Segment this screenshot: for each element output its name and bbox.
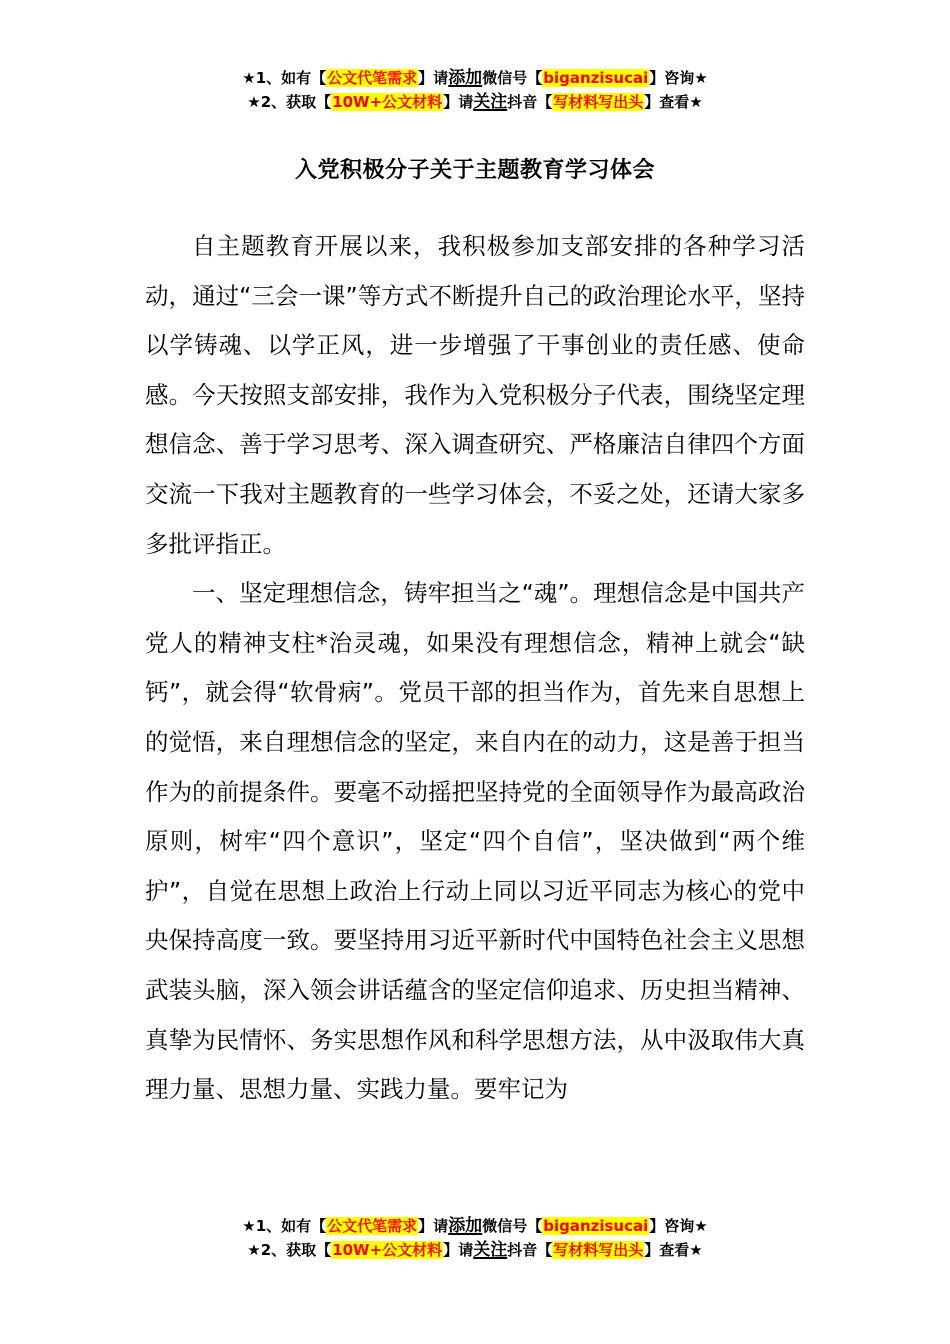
document-body bbox=[145, 222, 805, 1115]
banner-highlight: 公文代笔需求 bbox=[327, 69, 418, 87]
banner-text: 微信号【 bbox=[482, 1217, 543, 1235]
banner-line-2 bbox=[0, 90, 950, 114]
banner-highlight: 10W+公文材料 bbox=[332, 93, 443, 111]
banner-emphasis: 关注 bbox=[473, 1240, 508, 1260]
banner-highlight: 写材料写出头 bbox=[553, 93, 644, 111]
document-title: 入党积极分子关于主题教育学习体会 bbox=[294, 158, 655, 183]
banner-text: 抖音【 bbox=[507, 93, 553, 111]
banner-text: ★1、如有【 bbox=[242, 1217, 327, 1235]
banner-text: 】请 bbox=[418, 69, 449, 87]
banner-emphasis: 添加 bbox=[448, 1216, 483, 1236]
banner-text: 】咨询★ bbox=[649, 69, 708, 87]
banner-emphasis: 添加 bbox=[448, 68, 483, 88]
banner-text: ★2、获取【 bbox=[247, 1241, 332, 1259]
banner-line-2 bbox=[0, 1238, 950, 1262]
banner-text: 】咨询★ bbox=[649, 1217, 708, 1235]
banner-highlight: biganzisucai bbox=[543, 69, 649, 87]
banner-text: 】查看★ bbox=[644, 93, 703, 111]
banner-highlight: 10W+公文材料 bbox=[332, 1241, 443, 1259]
banner-highlight: 写材料写出头 bbox=[553, 1241, 644, 1259]
header-banner bbox=[0, 66, 950, 114]
paragraph: 一、坚定理想信念，铸牢担当之“魂”。理想信念是中国共产党人的精神支柱*治灵魂，如果没有理想信念，精神上就会“缺钙”，就会得“软骨病”。党员干部的担当作为，首先来自思想上的觉悟，来自理想信念的坚定，来自内在的动力，这是善于担当作为的前提条件。要毫不动摇把坚持党的全面领导作为最高政治原则，树牢“四个意识”，坚定“四个自信”，坚决做到“两个维护”，自觉在思想上政治上行动上同以习近平同志为核心的党中央保持高度一致。要坚持用习近平新时代中国特色社会主义思想武装头脑，深入领会讲话蕴含的坚定信仰追求、历史担当精神、真挚为民情怀、务实思想作风和科学思想方法，从中汲取伟大真理力量、思想力量、实践力量。要牢记为 bbox=[145, 579, 805, 1104]
banner-text: ★1、如有【 bbox=[242, 69, 327, 87]
banner-highlight: 公文代笔需求 bbox=[327, 1217, 418, 1235]
banner-line-1 bbox=[0, 1214, 950, 1238]
banner-text: ★2、获取【 bbox=[247, 93, 332, 111]
banner-line-1 bbox=[0, 66, 950, 90]
banner-text: 微信号【 bbox=[482, 69, 543, 87]
footer-banner bbox=[0, 1214, 950, 1262]
banner-emphasis: 关注 bbox=[473, 92, 508, 112]
banner-text: 抖音【 bbox=[507, 1241, 553, 1259]
banner-text: 】请 bbox=[443, 93, 474, 111]
paragraph: 自主题教育开展以来，我积极参加支部安排的各种学习活动，通过“三会一课”等方式不断提升自己的政治理论水平，坚持以学铸魂、以学正风，进一步增强了干事创业的责任感、使命感。今天按照支部安排，我作为入党积极分子代表，围绕坚定理想信念、善于学习思考、深入调查研究、严格廉洁自律四个方面交流一下我对主题教育的一些学习体会，不妥之处，还请大家多多批评指正。 bbox=[145, 232, 805, 558]
banner-text: 】请 bbox=[443, 1241, 474, 1259]
banner-text: 】请 bbox=[418, 1217, 449, 1235]
banner-highlight: biganzisucai bbox=[543, 1217, 649, 1235]
banner-text: 】查看★ bbox=[644, 1241, 703, 1259]
